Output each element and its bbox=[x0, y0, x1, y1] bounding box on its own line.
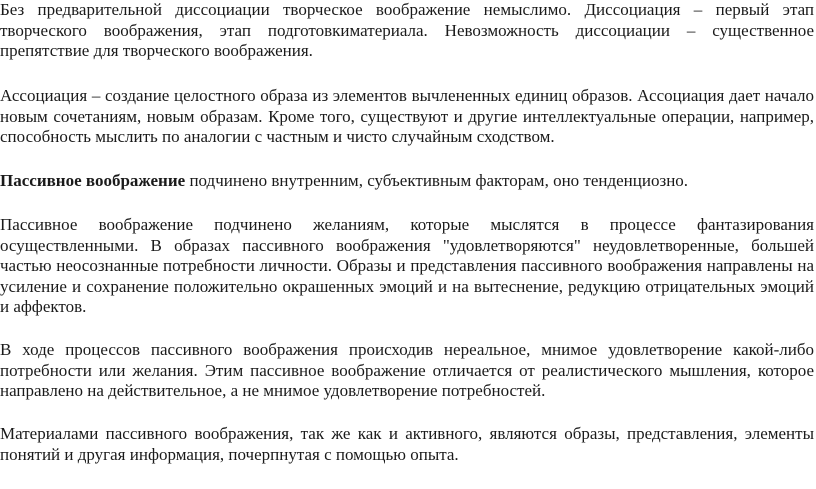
paragraph-passive-imagination-desires: Пассивное воображение подчинено желаниям, которые мыслятся в процессе фантазирования осуществленными. В образах пассивного воображения "удовлетворяются" неудовлетворенные, большей частью неосознанные потребности личности. Образы и представления пассивного воображения направлены на усиление и сохранение положительно окрашенных эмоций и на вытеснение, редукцию отрицательных эмоций и аффектов. bbox=[0, 215, 814, 317]
term-passive-imagination: Пассивное воображение bbox=[0, 171, 186, 190]
definition-text: подчинено внутренним, субъективным факторам, оно тенденциозно. bbox=[185, 171, 689, 190]
paragraph-passive-imagination-definition bbox=[0, 171, 814, 192]
paragraph-dissociation: Без предварительной диссоциации творческое воображение немыслимо. Диссоциация – первый этап творческого воображения, этап подготовкиматериала. Невозможность диссоциации – существенное препятствие для творческого воображения. bbox=[0, 0, 814, 61]
paragraph-passive-imagination-process: В ходе процессов пассивного воображения происходив нереальное, мнимое удовлетворение какой-либо потребности или желания. Этим пассивное воображение отличается от реалистического мышления, которое направлено на действительное, а не мнимое удовлетворение потребностей. bbox=[0, 340, 814, 401]
paragraph-association: Ассоциация – создание целостного образа из элементов вычлененных единиц образов. Ассоциация дает начало новым сочетаниям, новым образам. Кроме того, существуют и другие интеллектуальные операции, например, способность мыслить по аналогии с частным и чисто случайным сходством. bbox=[0, 86, 814, 147]
paragraph-passive-imagination-materials: Материалами пассивного воображения, так же как и активного, являются образы, представления, элементы понятий и другая информация, почерпнутая с помощью опыта. bbox=[0, 424, 814, 464]
